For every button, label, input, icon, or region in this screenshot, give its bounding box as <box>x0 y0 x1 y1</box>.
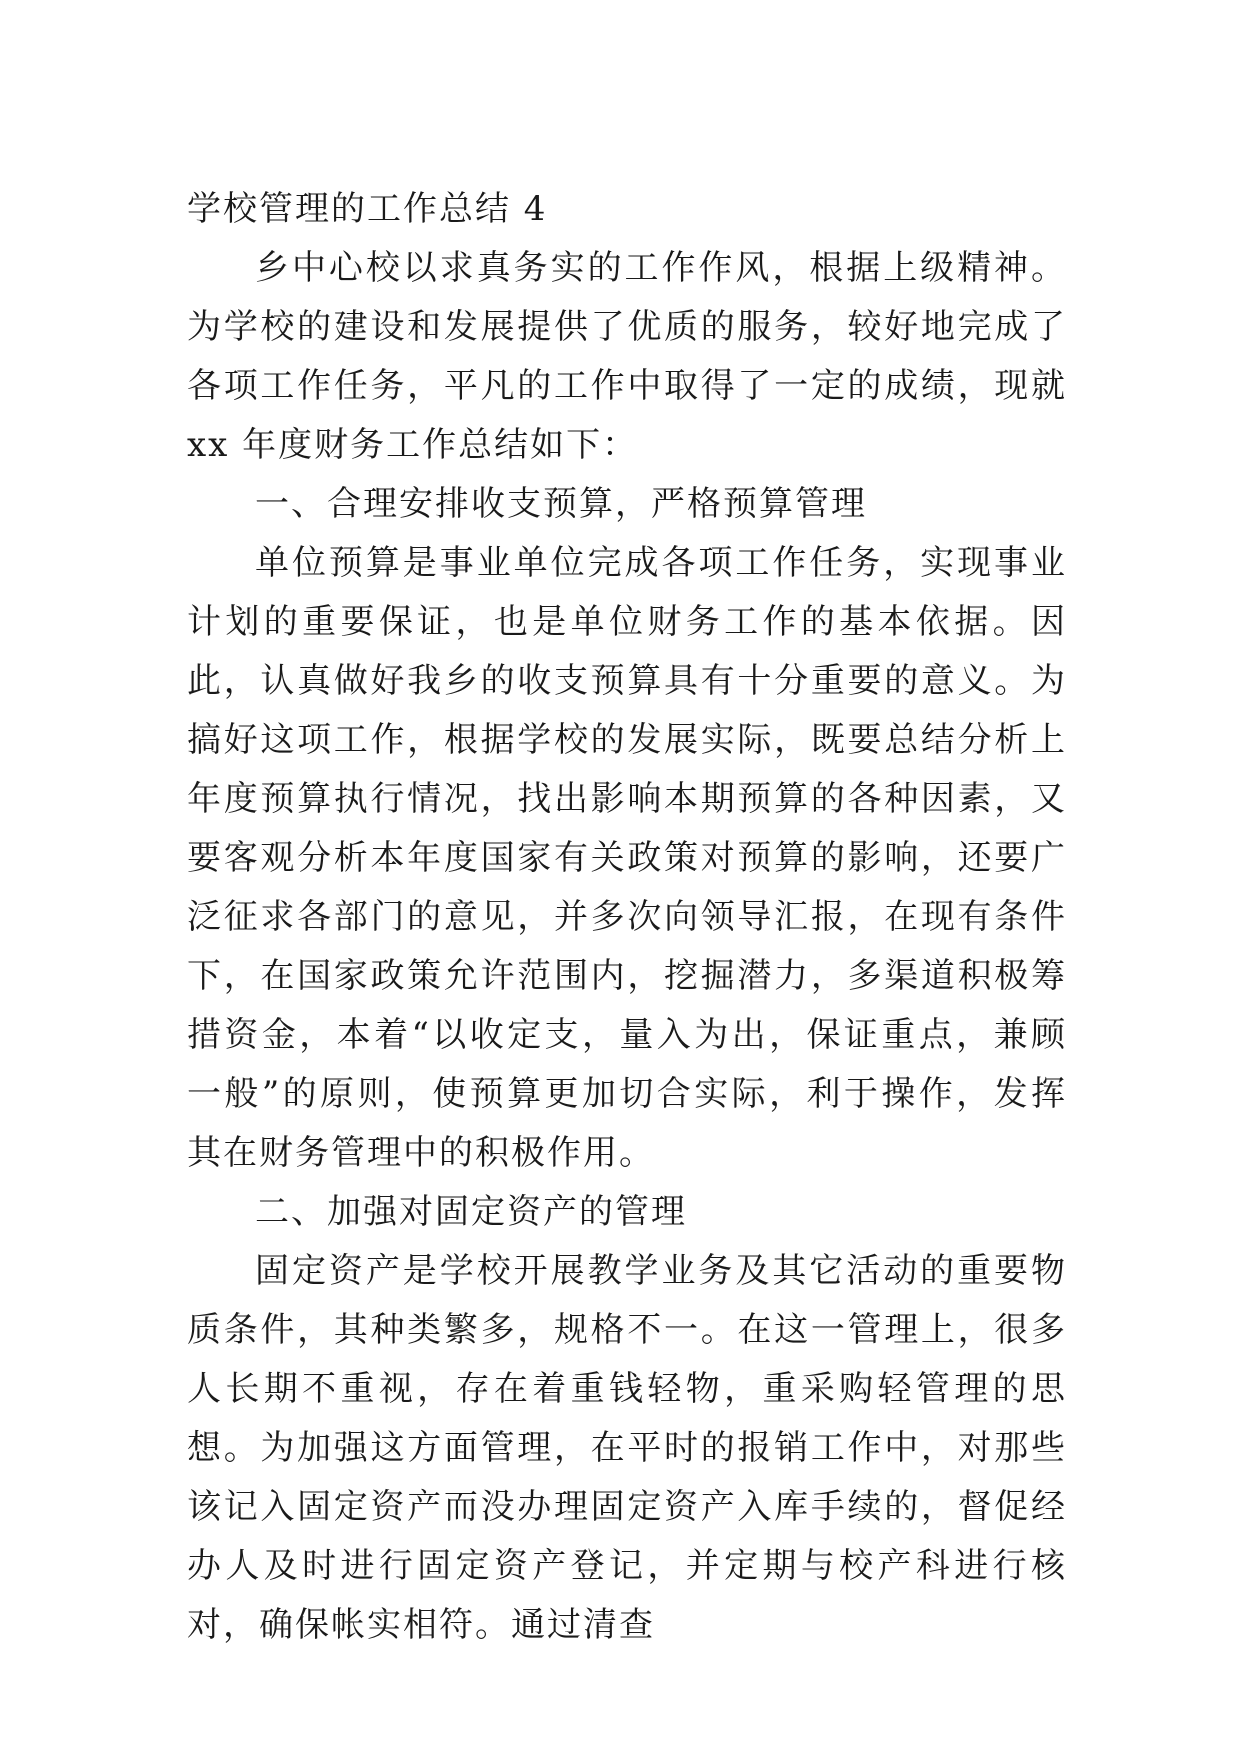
document-body <box>187 180 1067 1655</box>
section-heading-2: 二、加强对固定资产的管理 <box>255 1192 687 1232</box>
budget-paragraph: 单位预算是事业单位完成各项工作任务，实现事业计划的重要保证，也是单位财务工作的基本依据。因此，认真做好我乡的收支预算具有十分重要的意义。为搞好这项工作，根据学校的发展实际，既要总结分析上年度预算执行情况，找出影响本期预算的各种因素，又要客观分析本年度国家有关政策对预算的影响，还要广泛征求各部门的意见，并多次向领导汇报，在现有条件下，在国家政策允许范围内，挖掘潜力，多渠道积极筹措资金，本着“以收定支，量入为出，保证重点，兼顾一般”的原则，使预算更加切合实际，利于操作，发挥其在财务管理中的积极作用。 <box>187 543 1067 1173</box>
section-heading-1: 一、合理安排收支预算，严格预算管理 <box>255 484 867 524</box>
fixed-assets-paragraph: 固定资产是学校开展教学业务及其它活动的重要物质条件，其种类繁多，规格不一。在这一管理上，很多人长期不重视，存在着重钱轻物，重采购轻管理的思想。为加强这方面管理，在平时的报销工作中，对那些该记入固定资产而没办理固定资产入库手续的，督促经办人及时进行固定资产登记，并定期与校产科进行核对，确保帐实相符。通过清查 <box>187 1251 1067 1645</box>
document-title: 学校管理的工作总结 4 <box>187 189 548 229</box>
intro-paragraph: 乡中心校以求真务实的工作作风，根据上级精神。为学校的建设和发展提供了优质的服务，较好地完成了各项工作任务，平凡的工作中取得了一定的成绩，现就 xx 年度财务工作总结如下： <box>187 248 1067 465</box>
